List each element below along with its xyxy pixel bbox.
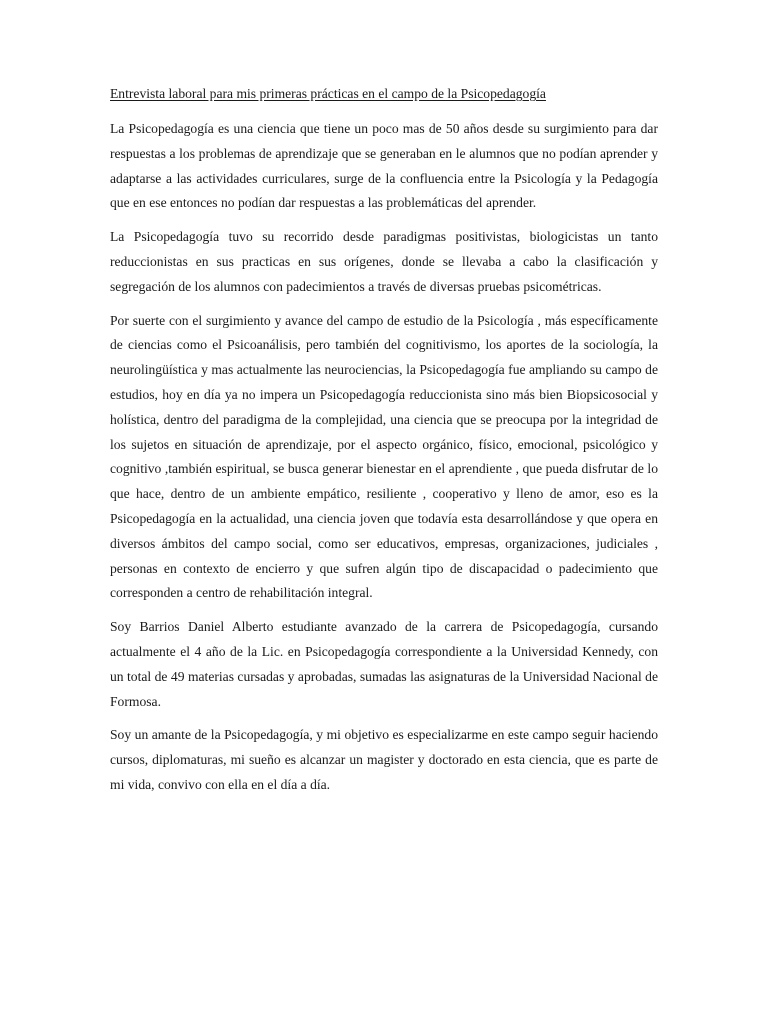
document-page bbox=[110, 84, 658, 807]
paragraph-history: La Psicopedagogía tuvo su recorrido desde paradigmas positivistas, biologicistas un tanto reduccionistas en sus practicas en sus orígenes, donde se llevaba a cabo la clasificación y segregación de los alumnos con padecimientos a través de diversas pruebas psicométricas. bbox=[110, 229, 658, 294]
paragraph-goals: Soy un amante de la Psicopedagogía, y mi objetivo es especializarme en este campo seguir haciendo cursos, diplomaturas, mi sueño es alcanzar un magister y doctorado en esta ciencia, que es parte de mi vida, convivo con ella en el día a día. bbox=[110, 727, 658, 792]
paragraph-intro: La Psicopedagogía es una ciencia que tiene un poco mas de 50 años desde su surgimiento para dar respuestas a los problemas de aprendizaje que se generaban en le alumnos que no podían aprender y adaptarse a las actividades curriculares, surge de la confluencia entre la Psicología y la Pedagogía que en ese entonces no podían dar respuestas a las problemáticas del aprender. bbox=[110, 121, 658, 211]
document-title: Entrevista laboral para mis primeras prácticas en el campo de la Psicopedagogía bbox=[110, 86, 546, 101]
paragraph-evolution: Por suerte con el surgimiento y avance del campo de estudio de la Psicología , más específicamente de ciencias como el Psicoanálisis, pero también del cognitivismo, los aportes de la sociología, la neurolingüística y mas actualmente las neurociencias, la Psicopedagogía fue ampliando su campo de estudios, hoy en día ya no impera un Psicopedagogía reduccionista sino más bien Biopsicosocial y holística, dentro del paradigma de la complejidad, una ciencia que se preocupa por la integridad de los sujetos en situación de aprendizaje, por el aspecto orgánico, físico, emocional, psicológico y cognitivo ,también espiritual, se busca generar bienestar en el aprendiente , que pueda disfrutar de lo que hace, dentro de un ambiente empático, resiliente , cooperativo y lleno de amor, eso es la Psicopedagogía en la actualidad, una ciencia joven que todavía esta desarrollándose y que opera en diversos ámbitos del campo social, como ser educativos, empresas, organizaciones, judiciales , personas en contexto de encierro y que sufren algún tipo de discapacidad o padecimiento que corresponden a centro de rehabilitación integral. bbox=[110, 312, 658, 601]
paragraph-about-me: Soy Barrios Daniel Alberto estudiante avanzado de la carrera de Psicopedagogía, cursando actualmente el 4 año de la Lic. en Psicopedagogía correspondiente a la Universidad Kennedy, con un total de 49 materias cursadas y aprobadas, sumadas las asignaturas de la Universidad Nacional de Formosa. bbox=[110, 619, 658, 709]
